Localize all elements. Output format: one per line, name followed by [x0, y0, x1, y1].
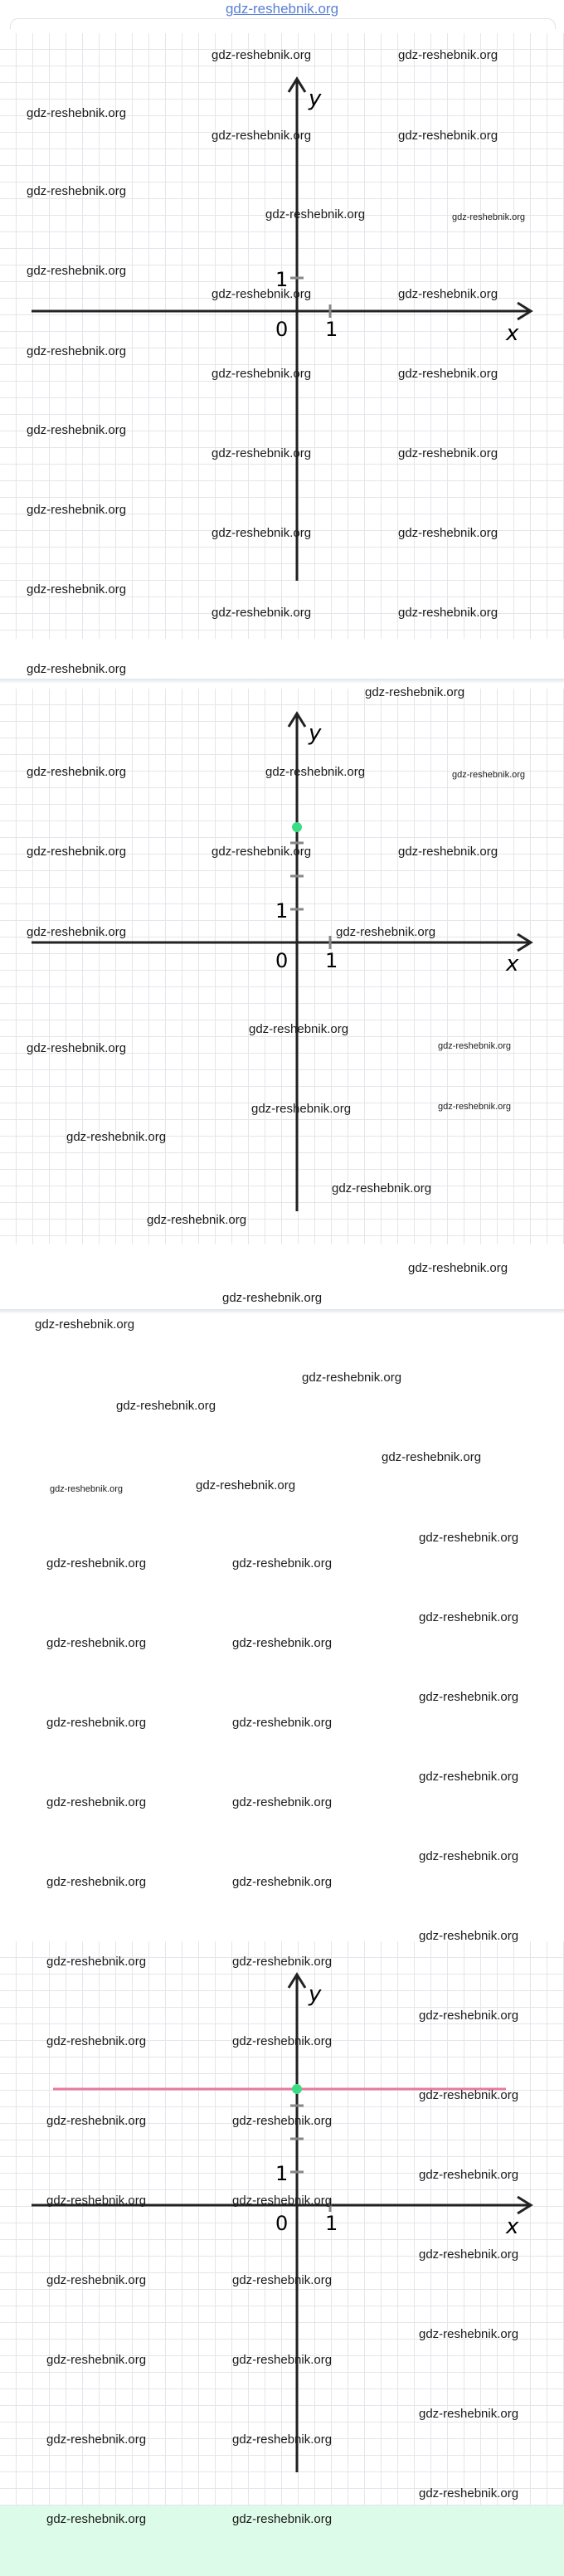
watermark: gdz-reshebnik.org — [265, 765, 366, 779]
watermark: gdz-reshebnik.org — [419, 2168, 519, 2182]
watermark: gdz-reshebnik.org — [419, 2088, 519, 2102]
watermark: gdz-reshebnik.org — [398, 526, 498, 540]
watermark: gdz-reshebnik.org — [398, 129, 498, 143]
watermark: gdz-reshebnik.org — [35, 1317, 135, 1332]
watermark: gdz-reshebnik.org — [398, 446, 498, 460]
watermark: gdz-reshebnik.org — [212, 446, 312, 460]
watermark: gdz-reshebnik.org — [46, 1795, 147, 1809]
watermark: gdz-reshebnik.org — [46, 2194, 147, 2208]
watermark: gdz-reshebnik.org — [27, 925, 127, 939]
watermark: gdz-reshebnik.org — [438, 1041, 512, 1051]
x-axis-label: x — [506, 952, 519, 976]
watermark: gdz-reshebnik.org — [232, 2273, 333, 2287]
watermark: gdz-reshebnik.org — [212, 287, 312, 301]
watermark: gdz-reshebnik.org — [116, 1399, 216, 1413]
watermark: gdz-reshebnik.org — [302, 1371, 402, 1385]
watermark: gdz-reshebnik.org — [438, 1102, 512, 1112]
watermark: gdz-reshebnik.org — [46, 2432, 147, 2447]
y-axis-label: y — [309, 86, 322, 111]
watermark: gdz-reshebnik.org — [232, 2353, 333, 2367]
watermark: gdz-reshebnik.org — [232, 1795, 333, 1809]
y-unit-label: 1 — [275, 2162, 289, 2185]
watermark: gdz-reshebnik.org — [398, 367, 498, 381]
site-title[interactable]: gdz-reshebnik.org — [225, 1, 339, 17]
watermark: gdz-reshebnik.org — [336, 925, 436, 939]
x-unit-label: 1 — [325, 949, 338, 972]
watermark: gdz-reshebnik.org — [251, 1102, 352, 1116]
x-unit-label: 1 — [325, 318, 338, 341]
watermark: gdz-reshebnik.org — [419, 1929, 519, 1943]
watermark: gdz-reshebnik.org — [46, 1955, 147, 1969]
y-axis-label: y — [309, 721, 322, 746]
x-axis-label: x — [506, 321, 519, 346]
watermark: gdz-reshebnik.org — [212, 129, 312, 143]
watermark: gdz-reshebnik.org — [27, 582, 127, 597]
watermark: gdz-reshebnik.org — [232, 2512, 333, 2526]
watermark: gdz-reshebnik.org — [46, 1636, 147, 1650]
watermark: gdz-reshebnik.org — [46, 1875, 147, 1889]
watermark: gdz-reshebnik.org — [452, 770, 526, 780]
watermark: gdz-reshebnik.org — [46, 2353, 147, 2367]
watermark: gdz-reshebnik.org — [46, 2114, 147, 2128]
watermark: gdz-reshebnik.org — [66, 1130, 167, 1144]
watermark: gdz-reshebnik.org — [232, 2194, 333, 2208]
marked-point — [292, 822, 302, 832]
watermark: gdz-reshebnik.org — [419, 2486, 519, 2501]
watermark: gdz-reshebnik.org — [419, 1531, 519, 1545]
watermark: gdz-reshebnik.org — [27, 184, 127, 198]
axes-1 — [0, 33, 564, 639]
watermark: gdz-reshebnik.org — [46, 1716, 147, 1730]
watermark: gdz-reshebnik.org — [27, 423, 127, 437]
marked-point — [292, 2084, 302, 2094]
watermark: gdz-reshebnik.org — [222, 1291, 323, 1305]
watermark: gdz-reshebnik.org — [249, 1022, 349, 1036]
watermark: gdz-reshebnik.org — [419, 2247, 519, 2262]
title-underline-arc — [10, 18, 556, 29]
panel-separator — [0, 679, 564, 684]
watermark: gdz-reshebnik.org — [212, 526, 312, 540]
y-unit-label: 1 — [275, 899, 289, 923]
watermark: gdz-reshebnik.org — [212, 606, 312, 620]
panel-separator — [0, 1309, 564, 1314]
watermark: gdz-reshebnik.org — [452, 212, 526, 222]
watermark: gdz-reshebnik.org — [196, 1478, 296, 1493]
watermark: gdz-reshebnik.org — [332, 1181, 432, 1195]
watermark: gdz-reshebnik.org — [232, 2432, 333, 2447]
watermark: gdz-reshebnik.org — [232, 1955, 333, 1969]
watermark: gdz-reshebnik.org — [419, 1849, 519, 1863]
y-unit-label: 1 — [275, 268, 289, 291]
watermark: gdz-reshebnik.org — [27, 765, 127, 779]
watermark: gdz-reshebnik.org — [27, 344, 127, 358]
origin-label: 0 — [275, 2212, 289, 2235]
watermark: gdz-reshebnik.org — [46, 2034, 147, 2048]
watermark: gdz-reshebnik.org — [419, 1690, 519, 1704]
watermark: gdz-reshebnik.org — [212, 845, 312, 859]
watermark: gdz-reshebnik.org — [46, 1556, 147, 1570]
watermark: gdz-reshebnik.org — [27, 662, 127, 676]
coordinate-plane-1 — [0, 33, 564, 639]
watermark: gdz-reshebnik.org — [27, 503, 127, 517]
watermark: gdz-reshebnik.org — [382, 1450, 482, 1464]
watermark: gdz-reshebnik.org — [398, 606, 498, 620]
watermark: gdz-reshebnik.org — [147, 1213, 247, 1227]
watermark: gdz-reshebnik.org — [419, 1770, 519, 1784]
watermark: gdz-reshebnik.org — [212, 367, 312, 381]
x-unit-label: 1 — [325, 2212, 338, 2235]
origin-label: 0 — [275, 318, 289, 341]
watermark: gdz-reshebnik.org — [419, 1610, 519, 1624]
watermark: gdz-reshebnik.org — [232, 1556, 333, 1570]
watermark: gdz-reshebnik.org — [398, 287, 498, 301]
origin-label: 0 — [275, 949, 289, 972]
watermark: gdz-reshebnik.org — [419, 2327, 519, 2341]
watermark: gdz-reshebnik.org — [419, 2009, 519, 2023]
watermark: gdz-reshebnik.org — [398, 845, 498, 859]
y-axis-label: y — [309, 1982, 322, 2007]
watermark: gdz-reshebnik.org — [27, 106, 127, 120]
watermark: gdz-reshebnik.org — [46, 2512, 147, 2526]
watermark: gdz-reshebnik.org — [232, 2114, 333, 2128]
x-axis-label: x — [506, 2214, 519, 2239]
watermark: gdz-reshebnik.org — [419, 2407, 519, 2421]
watermark: gdz-reshebnik.org — [27, 1041, 127, 1055]
watermark: gdz-reshebnik.org — [232, 1636, 333, 1650]
watermark: gdz-reshebnik.org — [232, 2034, 333, 2048]
watermark: gdz-reshebnik.org — [212, 48, 312, 62]
watermark: gdz-reshebnik.org — [46, 2273, 147, 2287]
watermark: gdz-reshebnik.org — [232, 1716, 333, 1730]
watermark: gdz-reshebnik.org — [27, 845, 127, 859]
watermark: gdz-reshebnik.org — [365, 685, 465, 699]
watermark: gdz-reshebnik.org — [408, 1261, 508, 1275]
watermark: gdz-reshebnik.org — [50, 1484, 124, 1494]
watermark: gdz-reshebnik.org — [232, 1875, 333, 1889]
watermark: gdz-reshebnik.org — [27, 264, 127, 278]
watermark: gdz-reshebnik.org — [398, 48, 498, 62]
watermark: gdz-reshebnik.org — [265, 207, 366, 222]
